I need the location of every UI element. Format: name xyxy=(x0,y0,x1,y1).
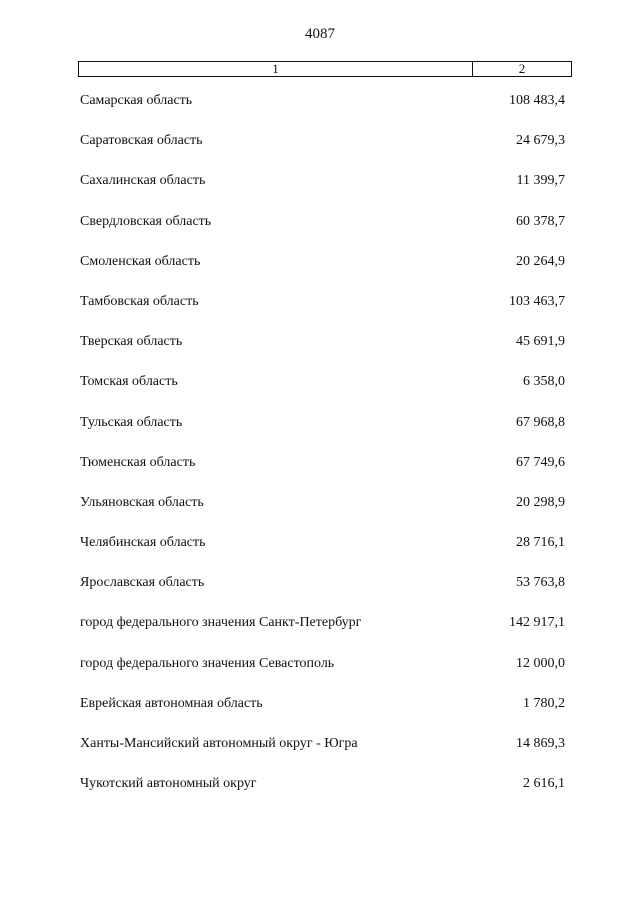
region-value: 20 298,9 xyxy=(516,494,565,510)
table-row xyxy=(0,696,640,736)
region-value: 12 000,0 xyxy=(516,655,565,671)
region-name: Тюменская область xyxy=(80,454,196,470)
table-row xyxy=(0,374,640,414)
region-name: Саратовская область xyxy=(80,133,203,149)
table-row xyxy=(0,575,640,615)
region-value: 45 691,9 xyxy=(516,334,565,350)
table-row xyxy=(0,736,640,776)
region-value: 67 968,8 xyxy=(516,414,565,430)
table-row xyxy=(0,455,640,495)
table-row xyxy=(0,254,640,294)
region-name: Смоленская область xyxy=(80,253,201,269)
region-value: 14 869,3 xyxy=(516,736,565,751)
region-value: 142 917,1 xyxy=(509,615,565,631)
region-name: Тамбовская область xyxy=(80,293,199,309)
table-row xyxy=(0,93,640,133)
table-row xyxy=(0,656,640,696)
region-value: 11 399,7 xyxy=(516,173,565,189)
table-row xyxy=(0,415,640,455)
region-name: Ульяновская область xyxy=(80,494,204,510)
region-name: Тверская область xyxy=(80,334,183,350)
region-value: 6 358,0 xyxy=(523,374,565,390)
table-row xyxy=(0,334,640,374)
region-name: город федерального значения Санкт-Петербург xyxy=(80,615,362,631)
table-body xyxy=(0,93,640,816)
table-header-column-1: 1 xyxy=(79,62,473,76)
region-name: Ярославская область xyxy=(80,575,205,591)
table-row xyxy=(0,615,640,655)
table-row xyxy=(0,535,640,575)
region-value: 103 463,7 xyxy=(509,293,565,309)
region-name: Челябинская область xyxy=(80,535,206,551)
region-value: 53 763,8 xyxy=(516,575,565,591)
region-name: Самарская область xyxy=(80,93,193,108)
table-header-column-2: 2 xyxy=(518,61,526,76)
table-row xyxy=(0,294,640,334)
region-value: 108 483,4 xyxy=(509,93,565,108)
region-name: Тульская область xyxy=(80,414,183,430)
region-name: Свердловская область xyxy=(80,213,212,229)
region-name: Томская область xyxy=(80,374,178,390)
table-row xyxy=(0,173,640,213)
table-row xyxy=(0,133,640,173)
region-value: 28 716,1 xyxy=(516,535,565,551)
region-value: 60 378,7 xyxy=(516,213,565,229)
region-name: город федерального значения Севастополь xyxy=(80,655,335,671)
table-row xyxy=(0,495,640,535)
region-name: Ханты-Мансийский автономный округ - Югра xyxy=(80,736,358,751)
region-value: 24 679,3 xyxy=(516,133,565,149)
region-value: 20 264,9 xyxy=(516,253,565,269)
region-value: 2 616,1 xyxy=(523,776,565,792)
page-number: 4087 xyxy=(305,26,335,42)
region-value: 1 780,2 xyxy=(523,695,565,711)
region-name: Еврейская автономная область xyxy=(80,695,263,711)
table-row xyxy=(0,776,640,816)
table-header xyxy=(78,61,572,77)
region-value: 67 749,6 xyxy=(516,454,565,470)
region-name: Чукотский автономный округ xyxy=(80,776,257,792)
table-row xyxy=(0,214,640,254)
region-name: Сахалинская область xyxy=(80,173,206,189)
